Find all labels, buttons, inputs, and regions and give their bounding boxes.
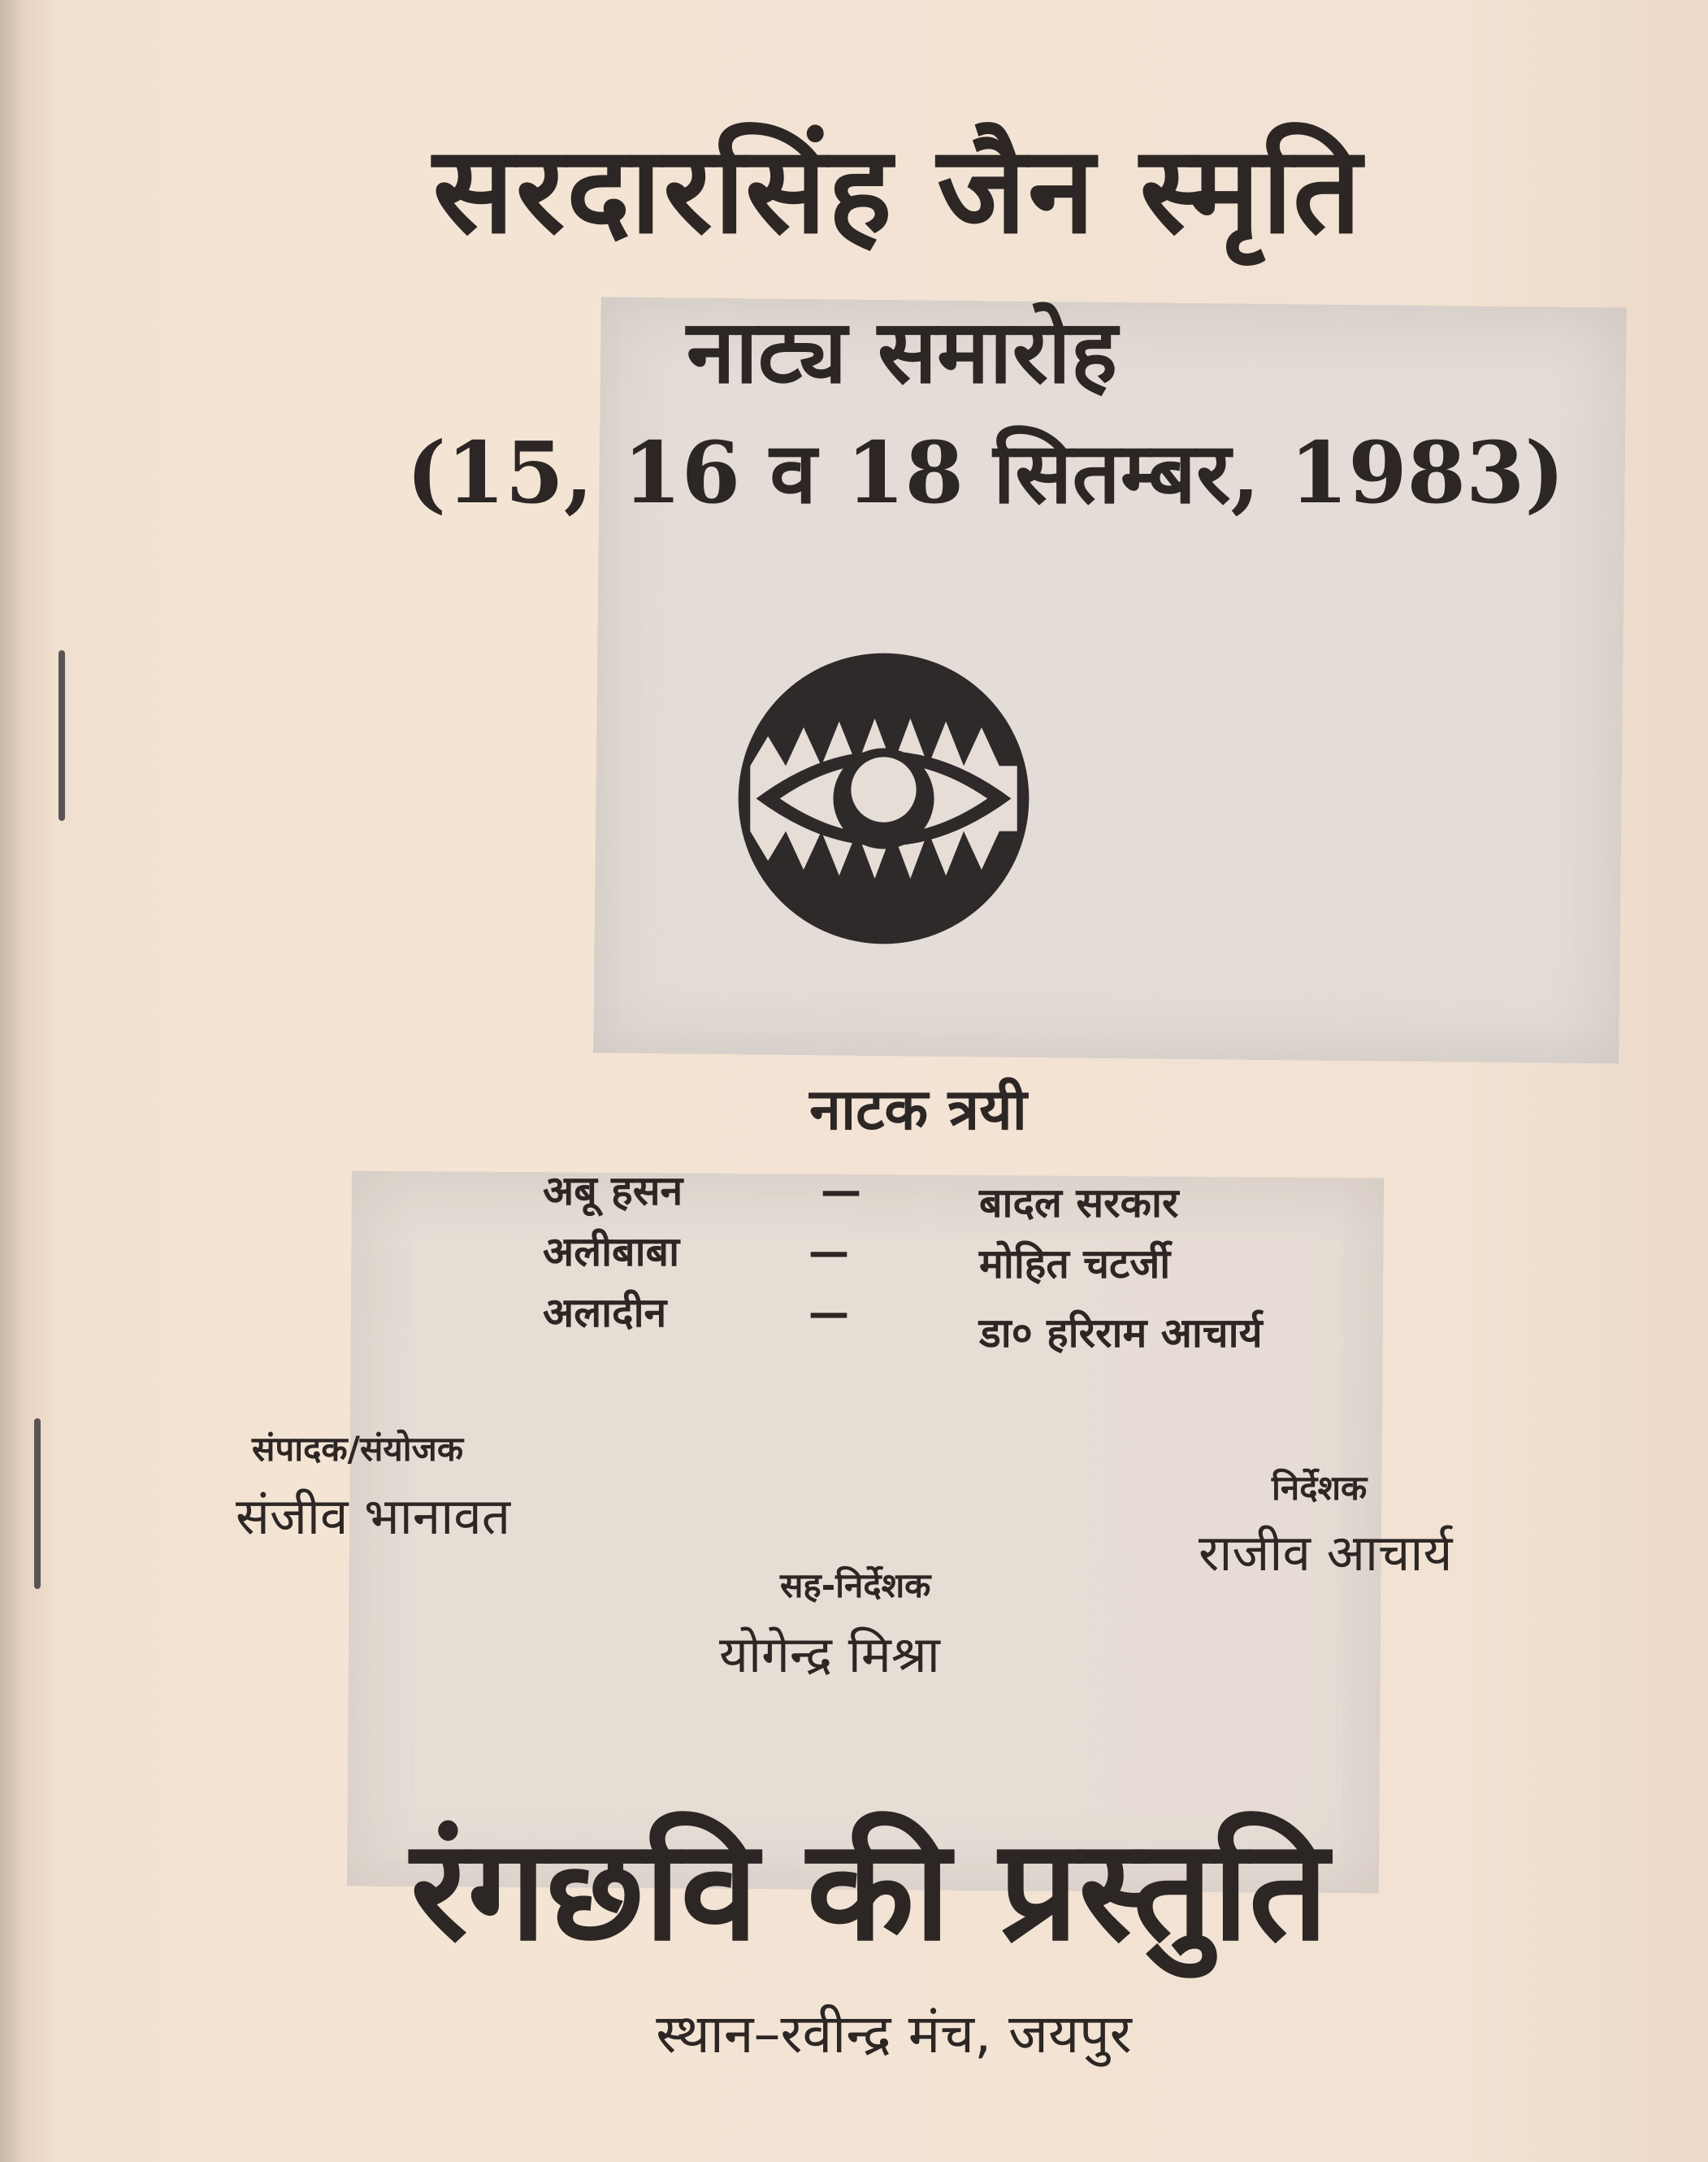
staple-top (59, 650, 65, 821)
codirector-name: योगेन्द्र मिश्रा (719, 1625, 940, 1684)
sun-eye-emblem-icon (735, 650, 1032, 947)
play-title-2: अलीबाबा (543, 1228, 680, 1275)
festival-title: सरदारसिंह जैन स्मृति (432, 120, 1363, 260)
play-dash-1: — (821, 1167, 861, 1214)
venue-text: स्थान–रवीन्द्र मंच, जयपुर (656, 2003, 1132, 2065)
play-dash-2: — (808, 1228, 849, 1275)
play-dash-3: — (808, 1289, 849, 1336)
director-name: राजीव आचार्य (1199, 1523, 1453, 1582)
editor-name: संजीव भानावत (236, 1487, 511, 1546)
play-author-3: डा० हरिराम आचार्य (979, 1309, 1263, 1357)
play-title-3: अलादीन (543, 1289, 667, 1336)
play-title-1: अबू हसन (543, 1167, 683, 1214)
editor-role: संपादक/संयोजक (252, 1429, 464, 1469)
festival-subtitle: नाट्य समारोह (686, 302, 1118, 403)
play-author-2: मोहित चटर्जी (979, 1240, 1171, 1287)
codirector-role: सह-निर्देशक (780, 1565, 931, 1605)
trilogy-heading: नाटक त्रयी (809, 1076, 1027, 1143)
festival-dates: (15, 16 व 18 सितम्बर, 1983) (406, 423, 1565, 523)
presentation-credit: रंगछवि की प्रस्तुति (410, 1808, 1329, 1972)
staple-bottom (34, 1418, 41, 1589)
director-role: निर्देशक (1272, 1468, 1368, 1508)
play-author-1: बादल सरकार (979, 1179, 1179, 1226)
